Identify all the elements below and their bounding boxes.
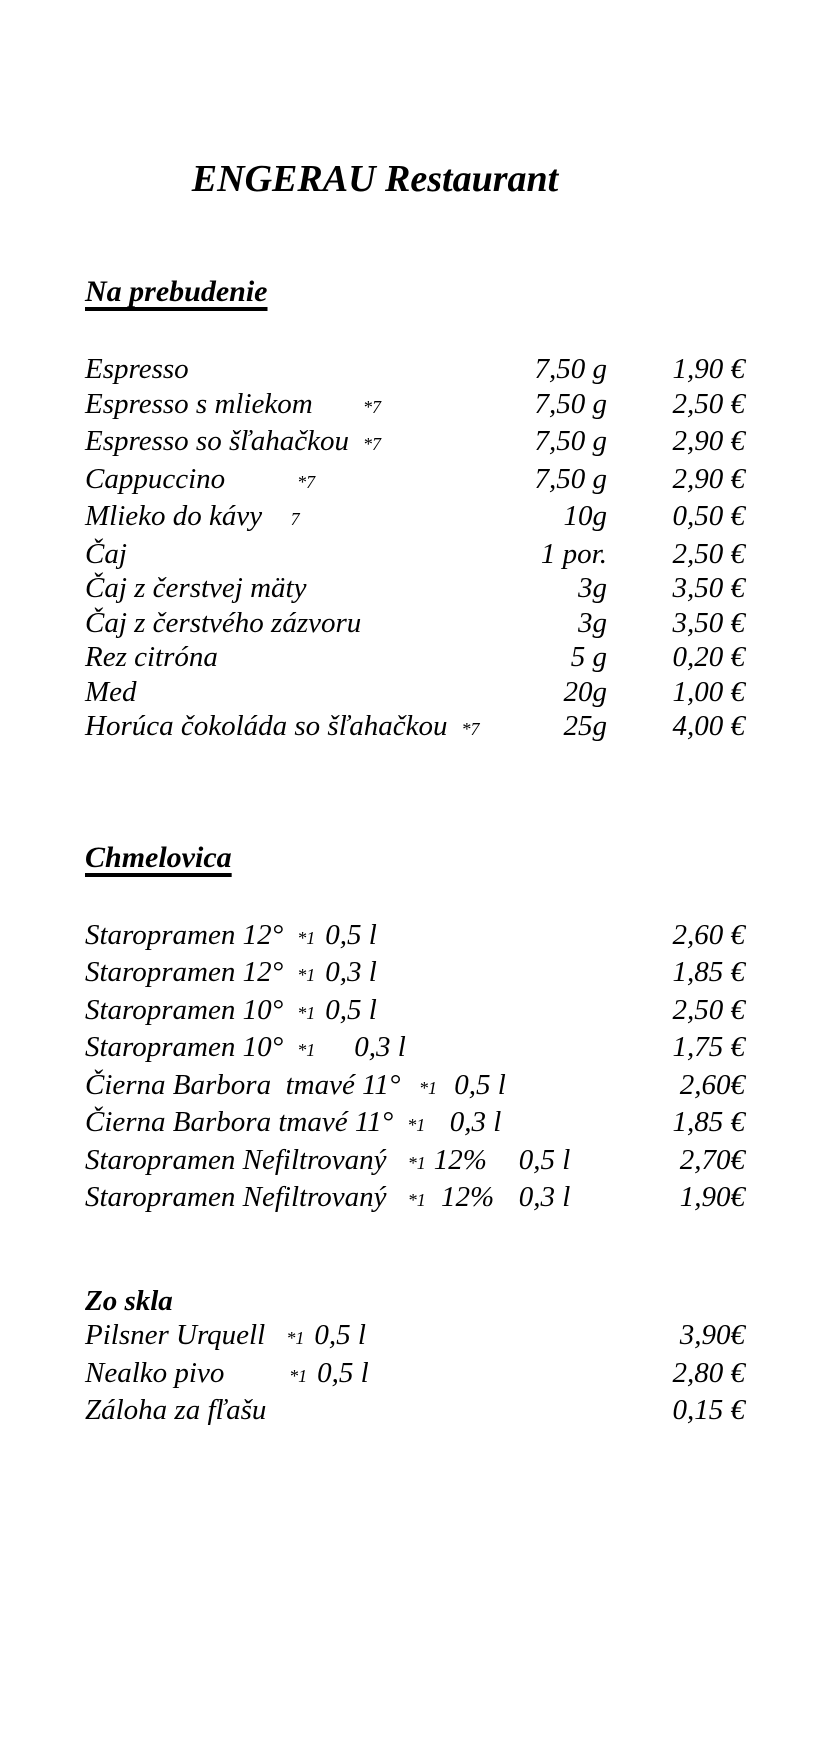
- item-qty: 7,50 g: [534, 387, 607, 420]
- allergen-mark: *1: [297, 1002, 316, 1023]
- item-price: 0,15 €: [672, 1394, 745, 1426]
- allergen-mark: *7: [297, 471, 316, 492]
- section-heading-text: Na prebudenie: [85, 275, 268, 308]
- item-name: Staropramen Nefiltrovaný *1 12% 0,5 l: [85, 1143, 571, 1176]
- allergen-mark: *7: [461, 719, 480, 739]
- menu-item-row: [85, 1393, 745, 1428]
- menu-items-zo-skla: [85, 1318, 745, 1428]
- allergen-mark: *7: [363, 434, 382, 454]
- item-qty: 3g: [578, 572, 607, 604]
- menu-item-row: [85, 424, 745, 462]
- allergen-mark: *1: [286, 1328, 305, 1348]
- allergen-mark: *7: [362, 396, 381, 417]
- section-heading-zo-skla: Zo skla: [85, 1284, 173, 1317]
- item-qty: 25g: [563, 710, 607, 742]
- item-price: 2,70€: [679, 1143, 745, 1176]
- item-name: Espresso so šľahačkou *7: [85, 425, 382, 457]
- menu-item-row: [85, 1356, 745, 1394]
- item-name: Rez citróna: [85, 641, 218, 673]
- item-qty: 5 g: [570, 641, 607, 673]
- menu-item-row: [85, 1180, 745, 1218]
- item-price: 2,90 €: [672, 425, 745, 457]
- item-name: Mlieko do kávy 7: [85, 500, 300, 532]
- item-price: 2,50 €: [672, 387, 745, 420]
- menu-item-row: [85, 1068, 745, 1106]
- item-name: Staropramen 12° *1 0,3 l: [85, 956, 377, 988]
- item-qty: 0,3 l: [435, 1106, 502, 1138]
- item-qty: 0,5 l: [496, 1143, 571, 1176]
- menu-item-row: [85, 499, 745, 537]
- item-extra: 12%: [433, 1143, 487, 1176]
- item-price: 3,50 €: [672, 606, 745, 639]
- item-price: 2,50 €: [672, 993, 745, 1026]
- item-qty: 0,5 l: [447, 1068, 506, 1101]
- menu-item-row: [85, 537, 745, 572]
- allergen-mark: *1: [289, 1365, 308, 1386]
- menu-items-chmelovica: [85, 918, 745, 1218]
- item-qty: 0,5 l: [325, 993, 377, 1026]
- item-qty: 0,5 l: [314, 1319, 366, 1351]
- item-price: 0,50 €: [672, 500, 745, 532]
- section-zo-skla: [85, 1284, 745, 1428]
- item-price: 4,00 €: [672, 710, 745, 742]
- allergen-mark: *1: [407, 1152, 426, 1173]
- item-price: 3,50 €: [672, 572, 745, 604]
- item-name: Čaj z čerstvého zázvoru: [85, 606, 362, 639]
- item-qty: 0,5 l: [325, 918, 377, 951]
- item-name: Nealko pivo *1 0,5 l: [85, 1356, 369, 1389]
- item-qty: 0,3 l: [325, 1031, 406, 1063]
- item-name: Čaj z čerstvej mäty: [85, 572, 307, 604]
- item-name: Staropramen Nefiltrovaný *1 12% 0,3 l: [85, 1181, 571, 1213]
- menu-item-row: [85, 955, 745, 993]
- item-name: Espresso s mliekom *7: [85, 387, 381, 420]
- menu-item-row: [85, 640, 745, 675]
- item-name: Čaj: [85, 537, 127, 570]
- item-price: 1,90€: [679, 1181, 745, 1213]
- menu-item-row: [85, 1030, 745, 1068]
- item-price: 3,90€: [679, 1319, 745, 1351]
- menu-items-na-prebudenie: [85, 352, 745, 747]
- item-price: 1,85 €: [672, 956, 745, 988]
- item-name: Čierna Barbora tmavé 11° *1 0,3 l: [85, 1106, 502, 1138]
- allergen-mark: *1: [407, 1190, 426, 1210]
- item-name: Cappuccino *7: [85, 462, 316, 495]
- allergen-mark: *1: [297, 1040, 316, 1060]
- section-heading-text: Chmelovica: [85, 840, 232, 874]
- menu-item-row: [85, 1143, 745, 1181]
- section-heading-na-prebudenie: [85, 274, 745, 310]
- section-chmelovica: [85, 840, 745, 1218]
- item-name: Staropramen 10° *1 0,3 l: [85, 1031, 406, 1063]
- page-title: ENGERAU Restaurant: [191, 158, 559, 200]
- item-qty: 0,3 l: [504, 1181, 571, 1213]
- item-price: 2,50 €: [672, 537, 745, 570]
- item-qty: 3g: [578, 606, 607, 639]
- item-price: 1,85 €: [672, 1106, 745, 1138]
- item-name: Staropramen 10° *1 0,5 l: [85, 993, 377, 1026]
- item-qty: 0,5 l: [317, 1356, 369, 1389]
- menu-item-row: [85, 571, 745, 606]
- item-price: 1,75 €: [672, 1031, 745, 1063]
- item-name: Espresso: [85, 353, 189, 385]
- item-qty: 1 por.: [540, 537, 607, 570]
- item-price: 1,90 €: [672, 353, 745, 385]
- item-qty: 7,50 g: [534, 353, 607, 385]
- menu-item-row: [85, 352, 745, 387]
- menu-item-row: [85, 709, 745, 747]
- item-name: Staropramen 12° *1 0,5 l: [85, 918, 377, 951]
- item-name: Med: [85, 675, 137, 708]
- section-na-prebudenie: [85, 274, 745, 747]
- section-heading-chmelovica: [85, 840, 745, 876]
- menu-item-row: [85, 462, 745, 500]
- item-qty: 20g: [563, 675, 607, 708]
- item-name: Záloha za fľašu: [85, 1394, 267, 1426]
- item-qty: 10g: [563, 500, 607, 532]
- item-price: 2,60 €: [672, 918, 745, 951]
- item-extra: 12%: [433, 1181, 495, 1213]
- item-price: 2,60€: [679, 1068, 745, 1101]
- item-price: 1,00 €: [672, 675, 745, 708]
- menu-item-row: [85, 918, 745, 956]
- item-name: Pilsner Urquell *1 0,5 l: [85, 1319, 366, 1351]
- item-qty: 7,50 g: [534, 425, 607, 457]
- allergen-mark: *1: [297, 927, 316, 948]
- item-price: 2,90 €: [672, 462, 745, 495]
- menu-item-row: [85, 675, 745, 710]
- menu-item-row: [85, 993, 745, 1031]
- menu-item-row: [85, 387, 745, 425]
- menu-item-row: [85, 1105, 745, 1143]
- item-qty: 7,50 g: [534, 462, 607, 495]
- item-qty: 0,3 l: [325, 956, 377, 988]
- menu-item-row: [85, 1318, 745, 1356]
- item-price: 2,80 €: [672, 1356, 745, 1389]
- item-price: 0,20 €: [672, 641, 745, 673]
- item-name: Čierna Barbora tmavé 11° *1 0,5 l: [85, 1068, 506, 1101]
- allergen-mark: *1: [407, 1115, 426, 1135]
- item-name: Horúca čokoláda so šľahačkou *7: [85, 710, 480, 742]
- allergen-mark: 7: [290, 509, 300, 529]
- menu-item-row: [85, 606, 745, 641]
- allergen-mark: *1: [297, 965, 316, 985]
- allergen-mark: *1: [414, 1077, 438, 1098]
